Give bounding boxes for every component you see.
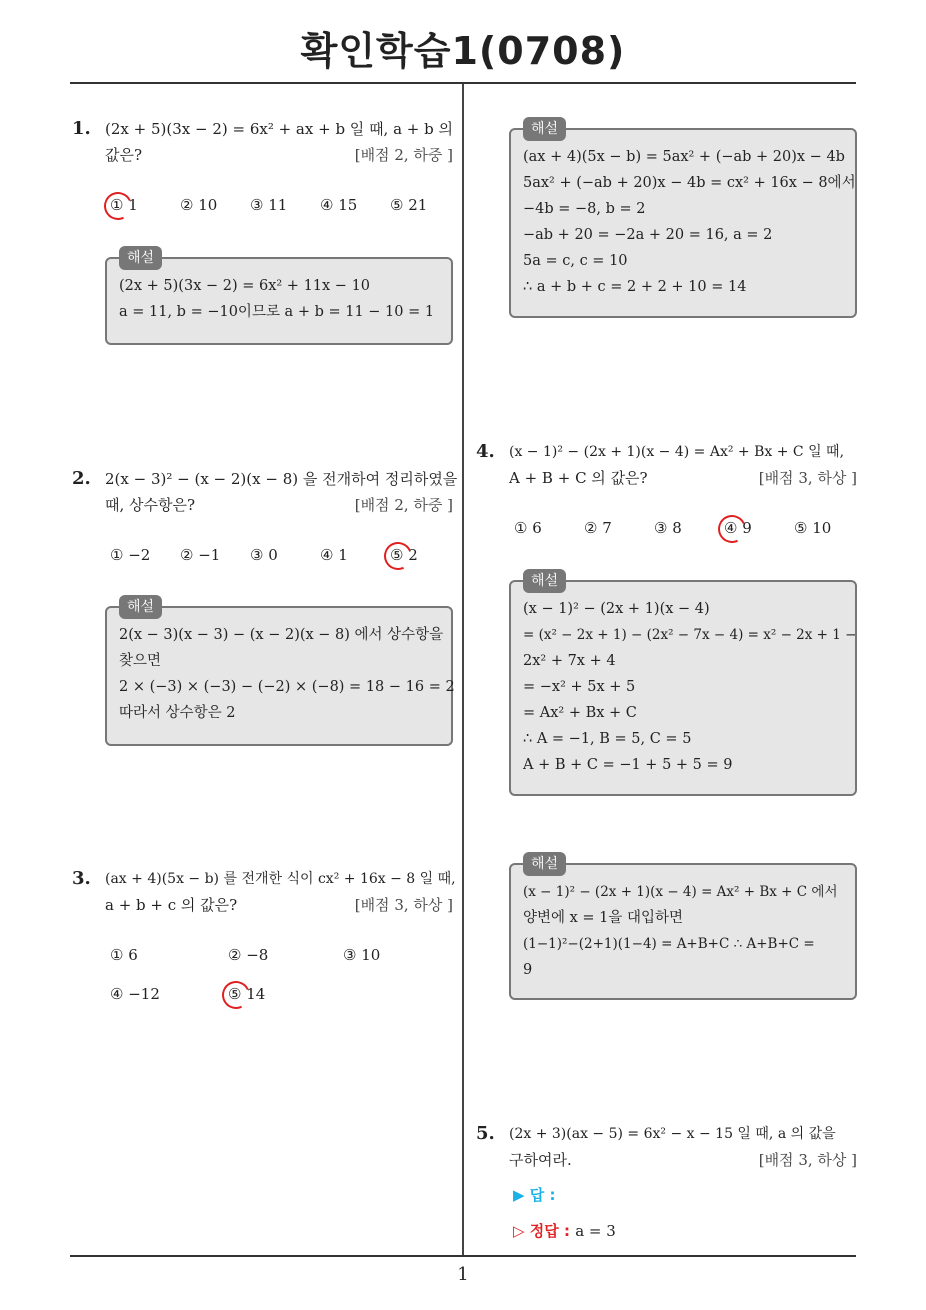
answer-input-label[interactable]: ▶ 답 : bbox=[513, 1186, 556, 1204]
choice-5[interactable]: ⑤ 14 bbox=[228, 985, 265, 1003]
solution-line: (ax + 4)(5x − b) = 5ax² + (−ab + 20)x − 4b bbox=[523, 149, 845, 165]
question-text-line1: (2x + 5)(3x − 2) = 6x² + ax + b 일 때, a + b 의 bbox=[105, 120, 454, 138]
solution-box bbox=[509, 121, 857, 318]
choice-1[interactable]: ① 6 bbox=[514, 519, 542, 537]
choice-1[interactable]: ① 1 bbox=[110, 196, 138, 214]
column-divider bbox=[462, 84, 464, 1255]
solution-line: (x − 1)² − (2x + 1)(x − 4) bbox=[523, 601, 710, 617]
correct-answer bbox=[513, 1220, 616, 1241]
score-label: [배점 2, 하중 ] bbox=[354, 496, 453, 514]
question-number: 4. bbox=[476, 441, 495, 462]
solution-box bbox=[105, 599, 455, 746]
question-number: 3. bbox=[72, 868, 91, 889]
solution-line: = (x² − 2x + 1) − (2x² − 7x − 4) = x² − 2x + 1 − bbox=[523, 627, 857, 643]
question-1 bbox=[72, 116, 454, 168]
solution-line: 2(x − 3)(x − 3) − (x − 2)(x − 8) 에서 상수항을 bbox=[119, 627, 444, 643]
question-text-line2: 구하여라. bbox=[509, 1151, 572, 1169]
choice-1[interactable]: ① −2 bbox=[110, 546, 151, 564]
correct-answer-label: ▷ 정답 : bbox=[513, 1222, 570, 1240]
question-text-line2: A + B + C 의 값은? bbox=[509, 469, 648, 487]
solution-tag: 해설 bbox=[523, 852, 566, 876]
solution-line: 찾으면 bbox=[119, 653, 162, 669]
choice-4[interactable]: ④ 1 bbox=[320, 546, 348, 564]
answer-mark bbox=[100, 188, 136, 224]
page-number: 1 bbox=[457, 1264, 469, 1285]
question-number: 2. bbox=[72, 468, 91, 489]
solution-tag: 해설 bbox=[119, 246, 162, 270]
question-3 bbox=[72, 866, 456, 918]
choice-5[interactable]: ⑤ 21 bbox=[390, 196, 428, 214]
solution-line: −4b = −8, b = 2 bbox=[523, 201, 646, 217]
solution-line: A + B + C = −1 + 5 + 5 = 9 bbox=[523, 757, 733, 773]
score-label: [배점 3, 하상 ] bbox=[758, 1151, 857, 1169]
question-text-line1: (ax + 4)(5x − b) 를 전개한 식이 cx² + 16x − 8 일 때, bbox=[105, 871, 456, 887]
question-number: 1. bbox=[72, 118, 91, 139]
solution-line: 5ax² + (−ab + 20)x − 4b = cx² + 16x − 8에서 bbox=[523, 175, 856, 191]
solution-line: (x − 1)² − (2x + 1)(x − 4) = Ax² + Bx + C 에서 bbox=[523, 884, 838, 900]
solution-box bbox=[105, 250, 453, 345]
bottom-rule bbox=[70, 1255, 856, 1257]
choice-4[interactable]: ④ 9 bbox=[724, 519, 752, 537]
question-text-line1: (x − 1)² − (2x + 1)(x − 4) = Ax² + Bx + C 일 때, bbox=[509, 444, 845, 460]
question-4 bbox=[476, 439, 857, 491]
choice-2[interactable]: ② 10 bbox=[180, 196, 218, 214]
answer-mark bbox=[218, 977, 254, 1013]
correct-answer-value: a = 3 bbox=[575, 1222, 616, 1240]
answer-mark bbox=[380, 538, 416, 574]
choice-5[interactable]: ⑤ 10 bbox=[794, 519, 832, 537]
choice-3[interactable]: ③ 0 bbox=[250, 546, 278, 564]
question-text-line1: 2(x − 3)² − (x − 2)(x − 8) 을 전개하여 정리하였을 bbox=[105, 470, 458, 488]
question-number: 5. bbox=[476, 1123, 495, 1144]
solution-line: = Ax² + Bx + C bbox=[523, 705, 637, 721]
solution-line: 9 bbox=[523, 962, 533, 978]
solution-line: = −x² + 5x + 5 bbox=[523, 679, 636, 695]
solution-line: 양변에 x = 1을 대입하면 bbox=[523, 910, 684, 926]
solution-line: 따라서 상수항은 2 bbox=[119, 705, 236, 721]
solution-line: a = 11, b = −10이므로 a + b = 11 − 10 = 1 bbox=[119, 304, 435, 320]
choice-3[interactable]: ③ 8 bbox=[654, 519, 682, 537]
solution-box bbox=[509, 573, 857, 796]
question-text-line2: 값은? bbox=[105, 146, 143, 164]
solution-line: (2x + 5)(3x − 2) = 6x² + 11x − 10 bbox=[119, 278, 371, 294]
choice-5[interactable]: ⑤ 2 bbox=[390, 546, 418, 564]
score-label: [배점 3, 하상 ] bbox=[758, 469, 857, 487]
choice-4[interactable]: ④ −12 bbox=[110, 985, 160, 1003]
choice-3[interactable]: ③ 11 bbox=[250, 196, 288, 214]
solution-box bbox=[509, 856, 857, 1000]
question-text-line2: a + b + c 의 값은? bbox=[105, 896, 238, 914]
choice-3[interactable]: ③ 10 bbox=[343, 946, 381, 964]
question-text-line2: 때, 상수항은? bbox=[105, 496, 196, 514]
solution-tag: 해설 bbox=[523, 117, 566, 141]
choice-2[interactable]: ② −1 bbox=[180, 546, 221, 564]
choice-2[interactable]: ② −8 bbox=[228, 946, 269, 964]
answer-mark bbox=[714, 511, 750, 547]
question-text-line1: (2x + 3)(ax − 5) = 6x² − x − 15 일 때, a 의 값을 bbox=[509, 1126, 836, 1142]
solution-line: 2 × (−3) × (−3) − (−2) × (−8) = 18 − 16 = 2 bbox=[119, 679, 455, 695]
solution-line: (1−1)²−(2+1)(1−4) = A+B+C ∴ A+B+C = bbox=[523, 936, 815, 952]
choice-2[interactable]: ② 7 bbox=[584, 519, 612, 537]
solution-tag: 해설 bbox=[119, 595, 162, 619]
score-label: [배점 2, 하중 ] bbox=[354, 146, 453, 164]
choice-4[interactable]: ④ 15 bbox=[320, 196, 358, 214]
choice-1[interactable]: ① 6 bbox=[110, 946, 138, 964]
page-title: 확인학습1(0708) bbox=[300, 29, 626, 73]
solution-line: ∴ A = −1, B = 5, C = 5 bbox=[523, 731, 692, 747]
solution-tag: 해설 bbox=[523, 569, 566, 593]
solution-line: ∴ a + b + c = 2 + 2 + 10 = 14 bbox=[523, 279, 747, 295]
solution-line: 5a = c, c = 10 bbox=[523, 253, 628, 269]
solution-line: 2x² + 7x + 4 bbox=[523, 653, 616, 669]
question-5 bbox=[476, 1121, 857, 1173]
score-label: [배점 3, 하상 ] bbox=[354, 896, 453, 914]
solution-line: −ab + 20 = −2a + 20 = 16, a = 2 bbox=[523, 227, 773, 243]
question-2 bbox=[72, 466, 458, 518]
